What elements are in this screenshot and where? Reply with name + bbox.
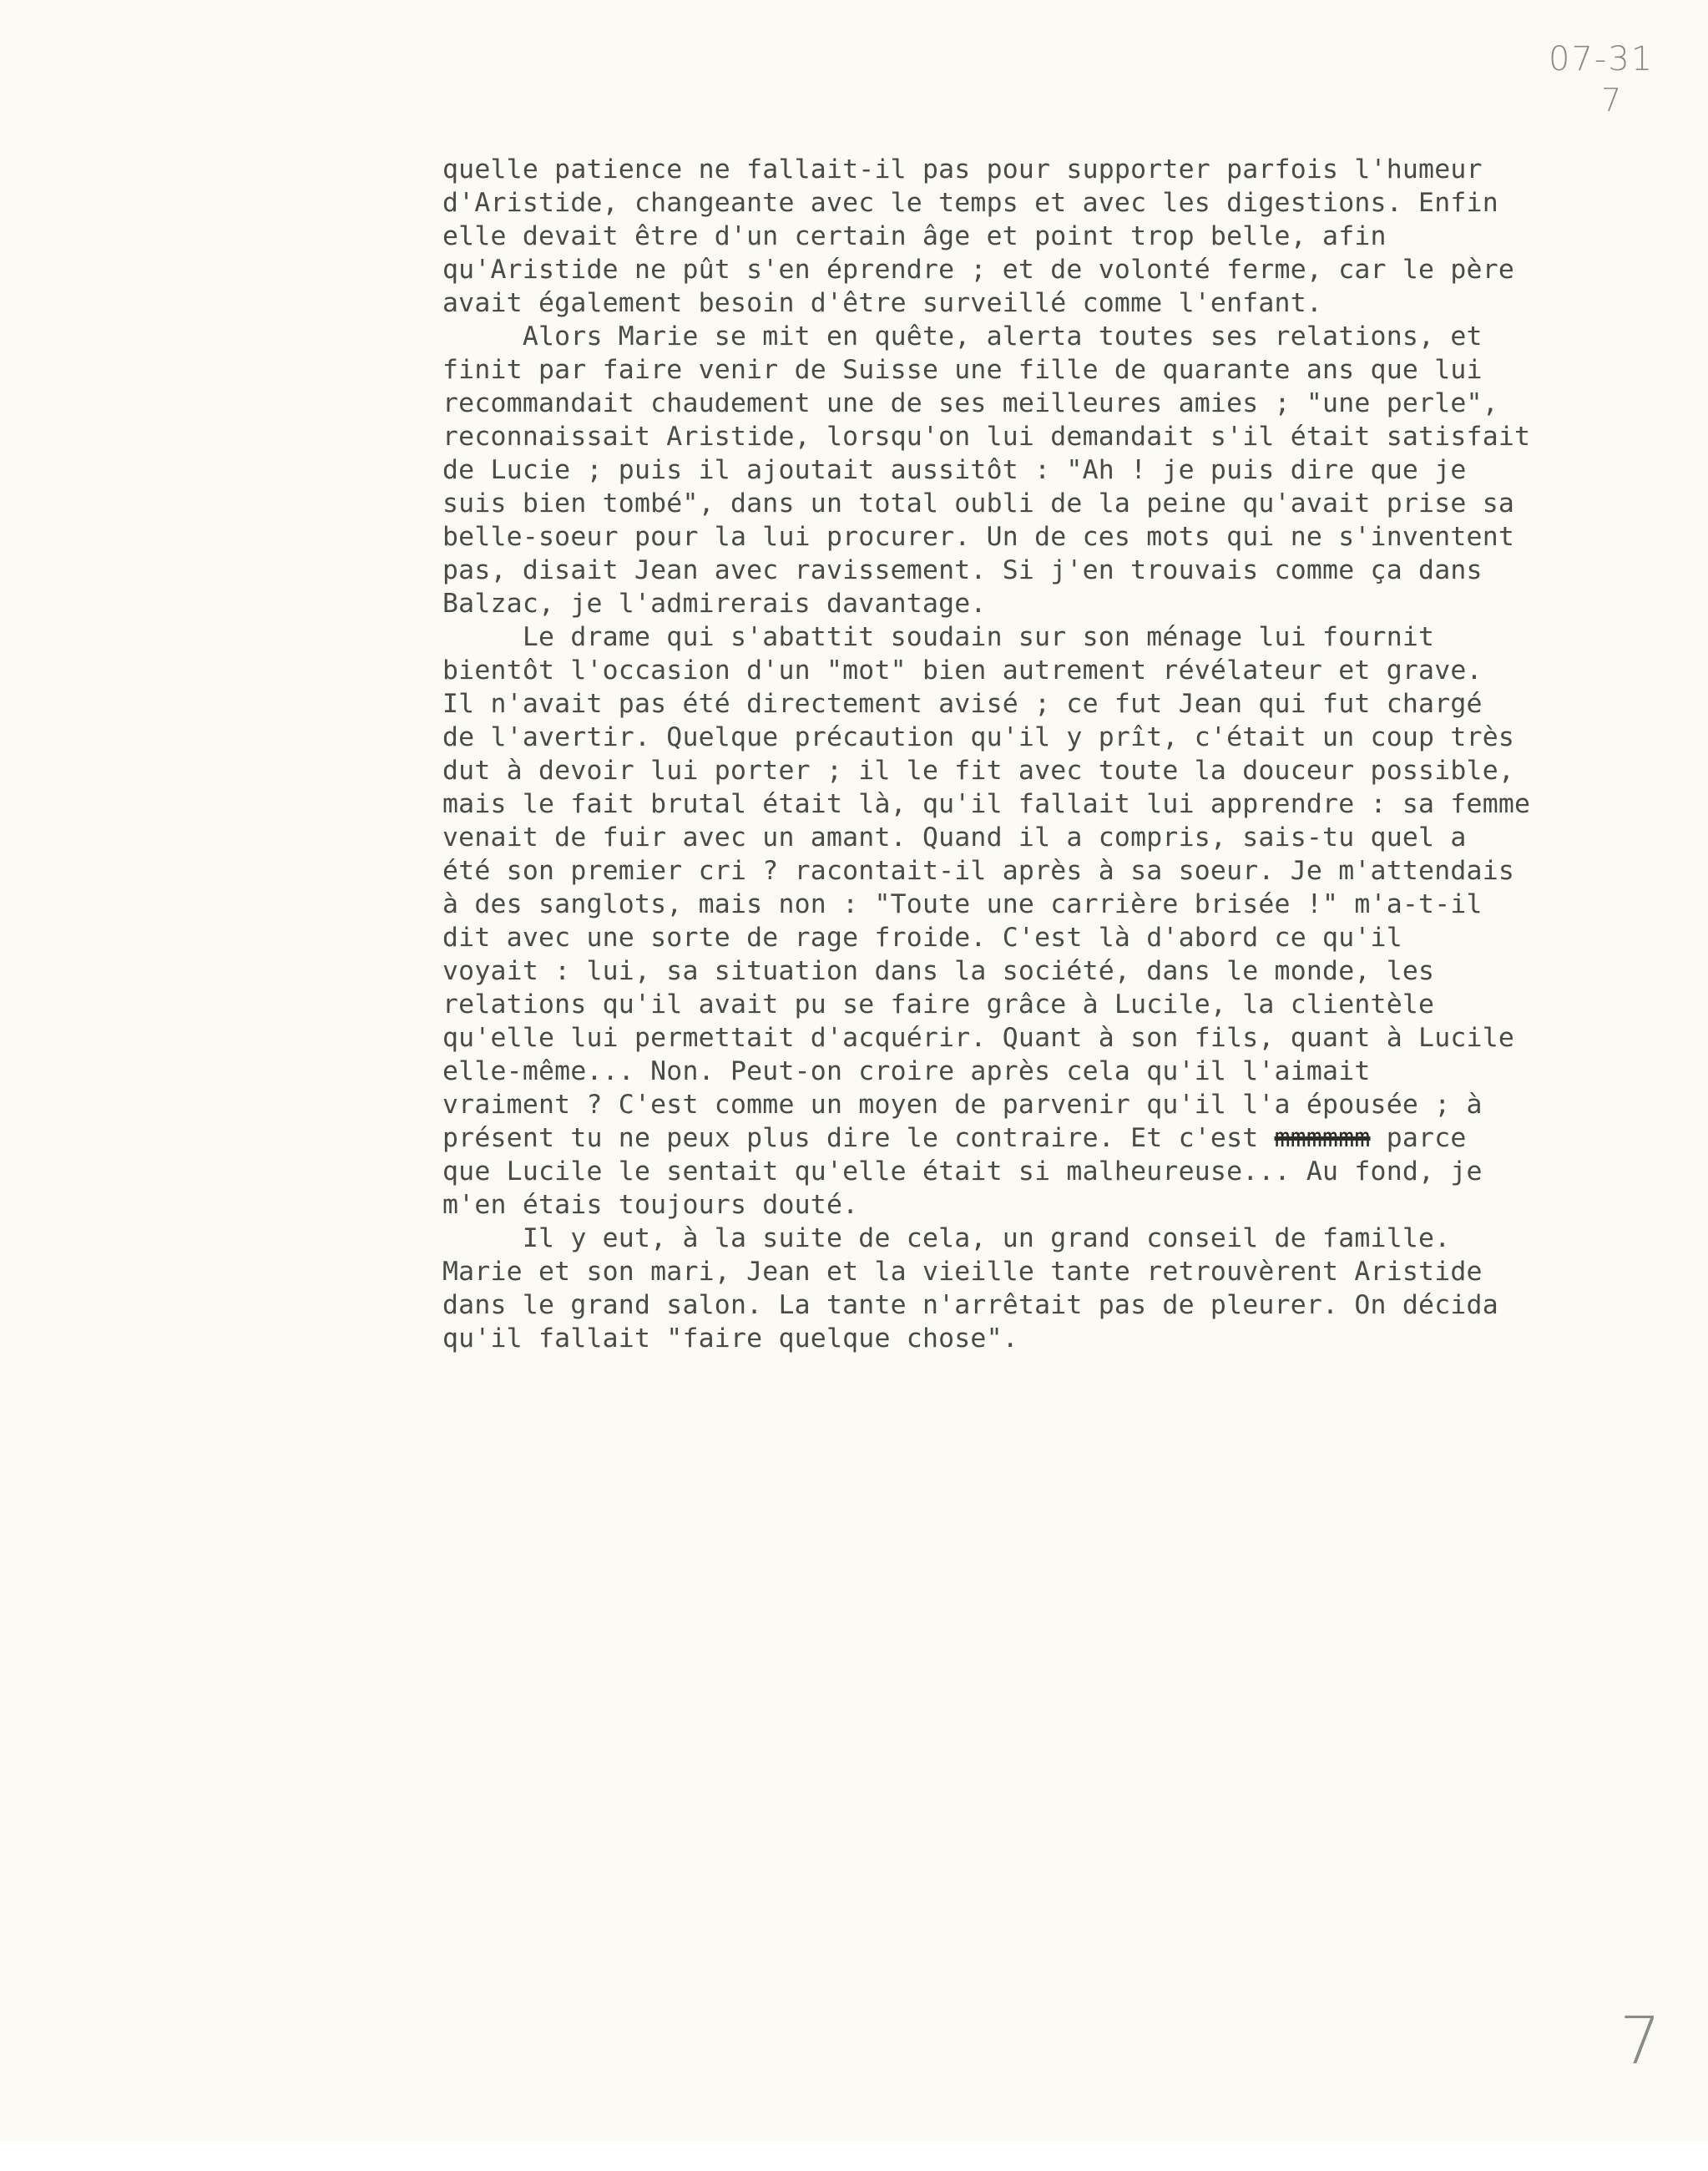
- text-line: voyait : lui, sa situation dans la société, dans le monde, les: [442, 956, 1435, 986]
- text-line: elle-même... Non. Peut-on croire après cela qu'il l'aimait: [442, 1056, 1371, 1086]
- text-line: reconnaissait Aristide, lorsqu'on lui demandait s'il était satisfait: [442, 422, 1531, 452]
- text-line: à des sanglots, mais non : "Toute une carrière brisée !" m'a-t-il: [442, 889, 1483, 919]
- text-line: Alors Marie se mit en quête, alerta toutes ses relations, et: [442, 321, 1483, 352]
- text-line: venait de fuir avec un amant. Quand il a compris, sais-tu quel a: [442, 822, 1467, 853]
- text-line: été son premier cri ? racontait-il après à sa soeur. Je m'attendais: [442, 856, 1515, 886]
- text-line: recommandait chaudement une de ses meilleures amies ; "une perle",: [442, 388, 1498, 418]
- text-line: Marie et son mari, Jean et la vieille tante retrouvèrent Aristide: [442, 1257, 1483, 1287]
- text-line: suis bien tombé", dans un total oubli de la peine qu'avait prise sa: [442, 488, 1515, 519]
- text-line: Balzac, je l'admirerais davantage.: [442, 589, 987, 619]
- text-line: avait également besoin d'être surveillé comme l'enfant.: [442, 288, 1323, 318]
- text-line: dut à devoir lui porter ; il le fit avec toute la douceur possible,: [442, 756, 1515, 786]
- typescript-body: [442, 153, 1695, 1355]
- text-line: pas, disait Jean avec ravissement. Si j'en trouvais comme ça dans: [442, 555, 1483, 585]
- handwritten-page-number-top: 7: [1601, 82, 1622, 119]
- text-line: d'Aristide, changeante avec le temps et avec les digestions. Enfin: [442, 188, 1498, 218]
- text-segment: parce: [1370, 1123, 1467, 1153]
- text-line: quelle patience ne fallait-il pas pour supporter parfois l'humeur: [442, 154, 1483, 185]
- text-line: que Lucile le sentait qu'elle était si malheureuse... Au fond, je: [442, 1156, 1483, 1187]
- text-line: bientôt l'occasion d'un "mot" bien autrement révélateur et grave.: [442, 655, 1483, 686]
- handwritten-page-number-bottom: 7: [1620, 2004, 1661, 2079]
- text-line: elle devait être d'un certain âge et point trop belle, afin: [442, 221, 1387, 251]
- text-segment: présent tu ne peux plus dire le contraire. Et c'est: [442, 1123, 1275, 1153]
- text-line: Il n'avait pas été directement avisé ; ce fut Jean qui fut chargé: [442, 689, 1483, 719]
- scan-margin: [0, 2141, 1708, 2171]
- text-line: finit par faire venir de Suisse une fille de quarante ans que lui: [442, 355, 1483, 385]
- text-line-with-strikeout: [442, 1121, 1695, 1155]
- text-line: qu'elle lui permettait d'acquérir. Quant à son fils, quant à Lucile: [442, 1023, 1515, 1053]
- text-line: qu'Aristide ne pût s'en éprendre ; et de volonté ferme, car le père: [442, 255, 1515, 285]
- text-line: belle-soeur pour la lui procurer. Un de ces mots qui ne s'inventent: [442, 522, 1515, 552]
- text-line: Il y eut, à la suite de cela, un grand conseil de famille.: [442, 1223, 1451, 1253]
- struck-out-word: mmmmmm: [1274, 1123, 1371, 1153]
- text-line: de Lucie ; puis il ajoutait aussitôt : "Ah ! je puis dire que je: [442, 455, 1467, 485]
- text-line: relations qu'il avait pu se faire grâce à Lucile, la clientèle: [442, 989, 1435, 1020]
- text-line: qu'il fallait "faire quelque chose".: [442, 1323, 1018, 1354]
- text-line: vraiment ? C'est comme un moyen de parvenir qu'il l'a épousée ; à: [442, 1090, 1483, 1120]
- text-line: m'en étais toujours douté.: [442, 1190, 859, 1220]
- text-line: de l'avertir. Quelque précaution qu'il y prît, c'était un coup très: [442, 722, 1515, 752]
- text-line: Le drame qui s'abattit soudain sur son ménage lui fournit: [442, 622, 1435, 652]
- handwritten-reference: 07-31: [1549, 40, 1655, 78]
- text-line: dit avec une sorte de rage froide. C'est là d'abord ce qu'il: [442, 923, 1402, 953]
- text-line: mais le fait brutal était là, qu'il fallait lui apprendre : sa femme: [442, 789, 1531, 819]
- text-line: dans le grand salon. La tante n'arrêtait pas de pleurer. On décida: [442, 1290, 1498, 1320]
